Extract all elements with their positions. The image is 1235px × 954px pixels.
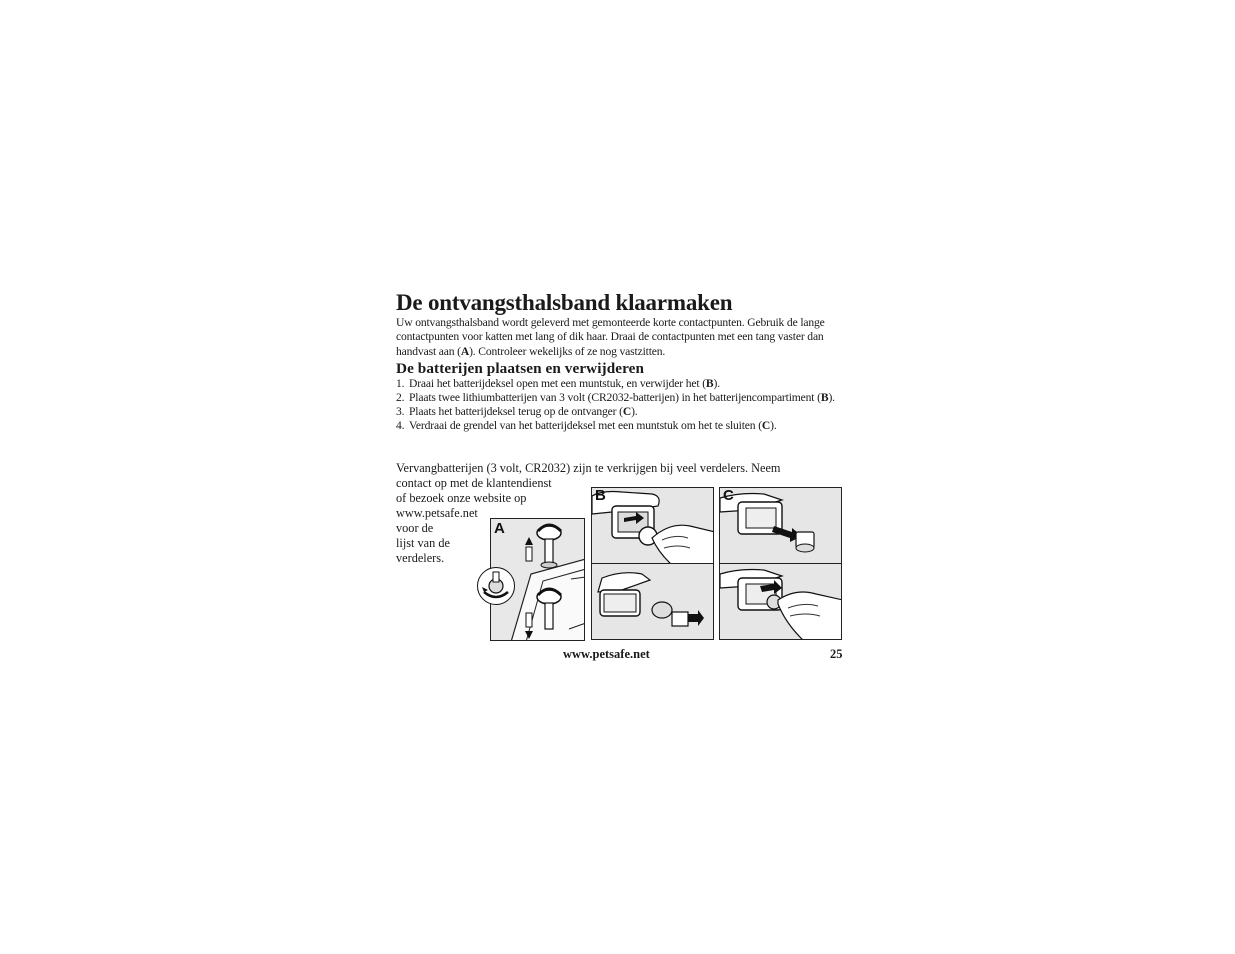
step-text-end: ). (828, 391, 835, 404)
intro-text: ). Controleer wekelijks of ze nog vastzitten. (469, 344, 666, 358)
intro-paragraph (396, 316, 844, 359)
figure-b-top (591, 487, 714, 564)
page-title: De ontvangsthalsband klaarmaken (396, 290, 733, 315)
figure-c-label: C (723, 487, 734, 504)
step-text-end: ). (770, 419, 777, 432)
step-text-end: ). (713, 377, 720, 390)
figure-reference: C (622, 405, 632, 418)
footer-url: www.petsafe.net (563, 647, 650, 661)
step-number: 3. (396, 405, 405, 418)
figure-reference: B (705, 377, 714, 390)
figure-b-label: B (595, 487, 606, 504)
figure-b (591, 487, 714, 640)
cover-lock-illustration (720, 564, 842, 640)
replacement-line: www.petsafe.net (396, 506, 478, 520)
step-text-end: ). (631, 405, 638, 418)
step-item (396, 405, 844, 419)
replacement-text-line-1: Vervangbatterijen (3 volt, CR2032) zijn te verkrijgen bij veel verdelers. Neem (396, 461, 781, 475)
page-number: 25 (830, 647, 843, 661)
step-text: Verdraai de grendel van het batterijdeksel met een muntstuk om het te sluiten ( (409, 419, 762, 432)
figure-reference: A (460, 344, 470, 358)
step-item (396, 391, 844, 405)
replacement-line: of bezoek onze website op (396, 491, 527, 505)
figure-c (719, 487, 842, 640)
battery-steps-list (396, 377, 844, 433)
replacement-line: lijst van de (396, 536, 450, 550)
replacement-line: voor de (396, 521, 434, 535)
step-text: Plaats twee lithiumbatterijen van 3 volt (CR2032-batterijen) in het batterijencompartiment ( (409, 391, 821, 404)
figure-b-bottom (591, 563, 714, 640)
figure-a-label: A (494, 520, 505, 537)
figure-c-bottom (719, 563, 842, 640)
replacement-line: contact op met de klantendienst (396, 476, 552, 490)
step-item (396, 377, 844, 391)
step-text: Plaats het batterijdeksel terug op de ontvanger ( (409, 405, 623, 418)
rotate-arrow-icon (478, 568, 514, 604)
intro-text: Uw ontvangsthalsband wordt geleverd met gemonteerde korte contactpunten. Gebruik de lange contactpunten voor katten met lang of dik haar. Draai de contactpunten met een tang vaster dan handvast aan ( (396, 316, 825, 358)
replacement-line: verdelers. (396, 551, 445, 565)
magnifier-circle (477, 567, 515, 605)
figure-a (477, 518, 585, 642)
step-text: Draai het batterijdeksel open met een muntstuk, en verwijder het ( (409, 377, 706, 390)
battery-compartment-illustration (592, 488, 714, 564)
step-number: 1. (396, 377, 405, 390)
battery-section-heading: De batterijen plaatsen en verwijderen (396, 360, 645, 377)
figure-reference: B (820, 391, 829, 404)
cover-insert-illustration (720, 488, 842, 564)
step-number: 2. (396, 391, 405, 404)
battery-removal-illustration (592, 564, 714, 640)
figure-c-top (719, 487, 842, 564)
figure-reference: C (761, 419, 771, 432)
step-item (396, 419, 844, 433)
step-number: 4. (396, 419, 405, 432)
